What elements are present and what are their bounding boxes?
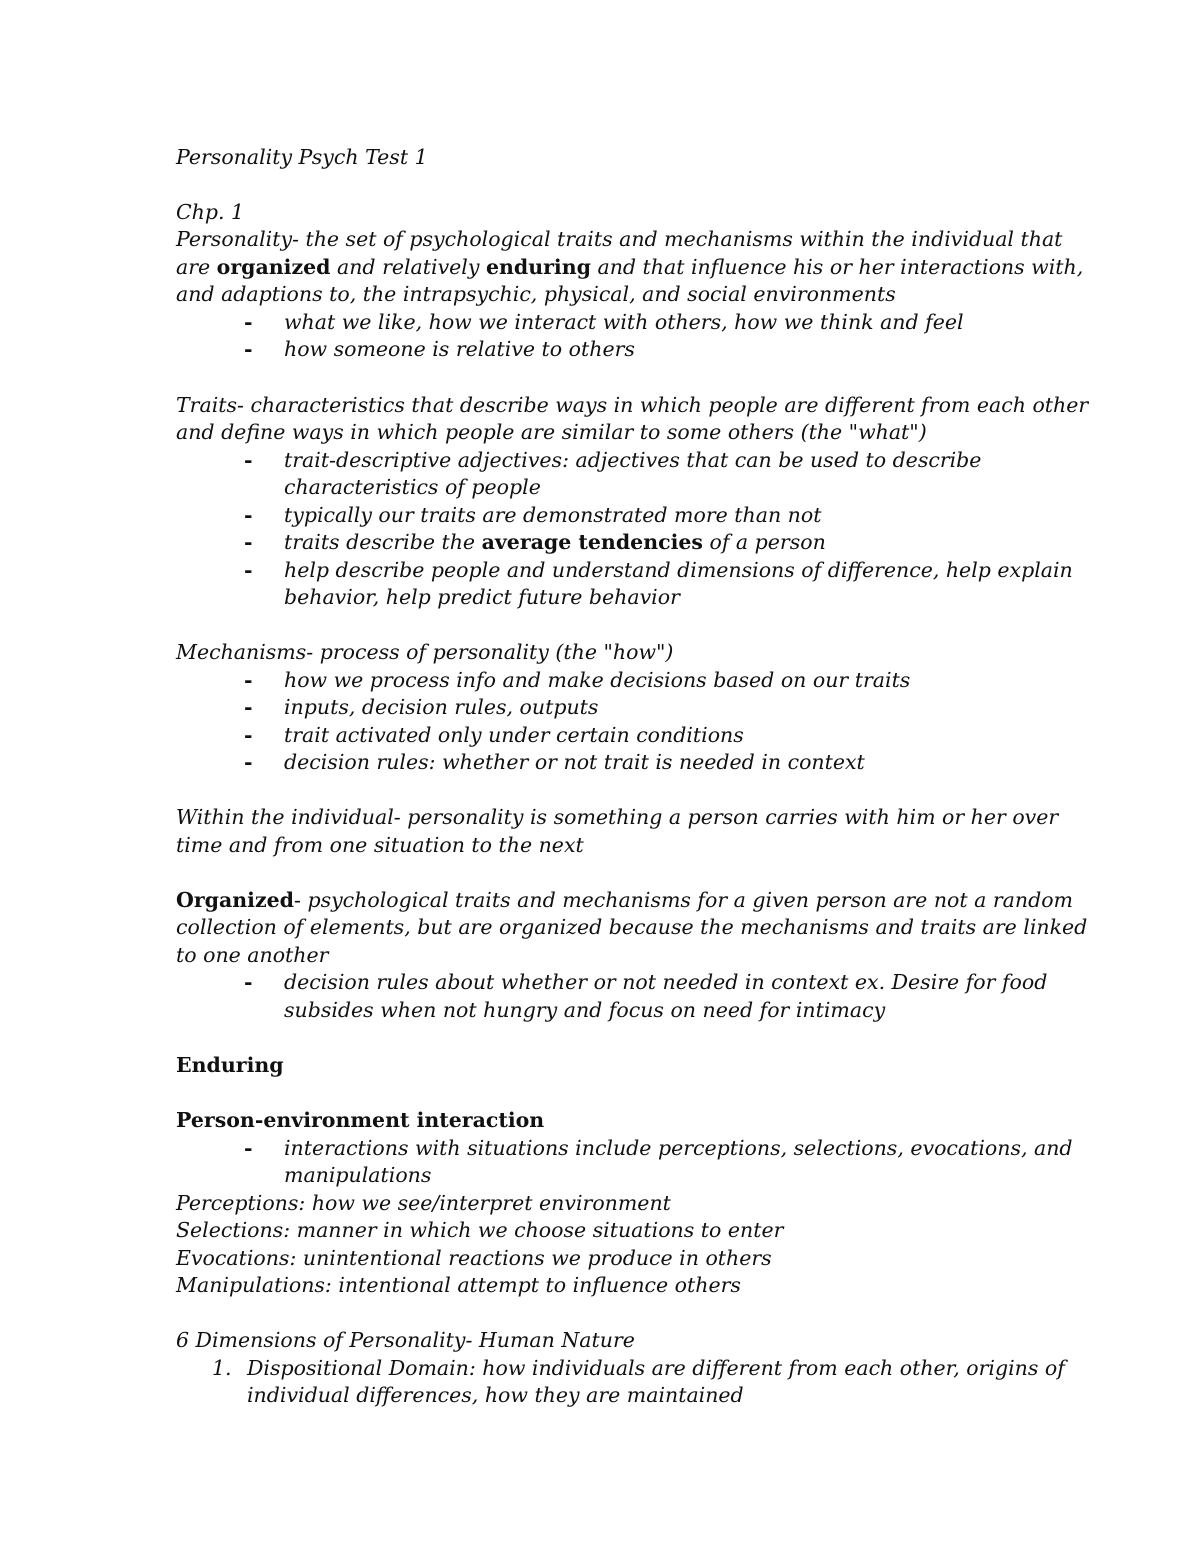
list-item-continuation: manipulations — [284, 1163, 432, 1187]
enduring-heading: Enduring — [176, 1053, 284, 1077]
list-item-continuation: subsides when not hungry and focus on need for intimacy — [284, 998, 886, 1022]
doc-title: Personality Psych Test 1 — [176, 145, 428, 169]
numbered-item-continuation: individual differences, how they are maintained — [247, 1383, 744, 1407]
list-item: what we like, how we interact with others, how we think and feel — [284, 310, 964, 334]
bullet-dash: - — [244, 503, 253, 527]
perceptions-line: Perceptions: how we see/interpret environment — [176, 1191, 671, 1215]
personality-def-line-3: and adaptions to, the intrapsychic, physical, and social environments — [176, 282, 896, 306]
pei-heading: Person-environment interaction — [176, 1108, 545, 1132]
list-item-continuation: behavior, help predict future behavior — [284, 585, 680, 609]
text-run: and relatively — [330, 255, 486, 279]
list-item — [284, 529, 826, 556]
text-run: traits describe the — [284, 530, 482, 554]
bullet-dash: - — [244, 970, 253, 994]
list-item: interactions with situations include perceptions, selections, evocations, and — [284, 1136, 1073, 1160]
list-item: help describe people and understand dimensions of difference, help explain — [284, 558, 1073, 582]
evocations-line: Evocations: unintentional reactions we produce in others — [176, 1246, 772, 1270]
term-enduring: enduring — [485, 255, 591, 279]
text-run: - psychological traits and mechanisms for a given person are not a random — [294, 888, 1073, 912]
text-run: are — [176, 255, 217, 279]
term-organized-heading: Organized — [176, 888, 294, 912]
bullet-dash: - — [244, 448, 253, 472]
list-item: trait activated only under certain conditions — [284, 723, 744, 747]
list-item: decision rules about whether or not needed in context ex. Desire for food — [284, 970, 1048, 994]
personality-def-line-1: Personality- the set of psychological traits and mechanisms within the individual that — [176, 227, 1063, 251]
traits-def-line-1: Traits- characteristics that describe ways in which people are different from each other — [176, 393, 1089, 417]
bullet-dash: - — [244, 530, 253, 554]
text-run: and that influence his or her interactions with, — [590, 255, 1084, 279]
list-item-continuation: characteristics of people — [284, 475, 541, 499]
within-line-1: Within the individual- personality is something a person carries with him or her over — [176, 805, 1059, 829]
bullet-dash: - — [244, 310, 253, 334]
bullet-dash: - — [244, 337, 253, 361]
term-average-tendencies: average tendencies — [481, 530, 703, 554]
bullet-dash: - — [244, 723, 253, 747]
organized-line-1 — [176, 887, 1073, 914]
list-item: trait-descriptive adjectives: adjectives that can be used to describe — [284, 448, 982, 472]
bullet-dash: - — [244, 558, 253, 582]
list-item: inputs, decision rules, outputs — [284, 695, 599, 719]
organized-line-3: to one another — [176, 943, 329, 967]
within-line-2: time and from one situation to the next — [176, 833, 584, 857]
bullet-dash: - — [244, 695, 253, 719]
text-run: of a person — [702, 530, 826, 554]
list-item: how we process info and make decisions based on our traits — [284, 668, 911, 692]
numbered-item: Dispositional Domain: how individuals are different from each other, origins of — [247, 1356, 1065, 1380]
bullet-dash: - — [244, 1136, 253, 1160]
list-number: 1. — [212, 1356, 232, 1380]
traits-def-line-2: and define ways in which people are similar to some others (the "what") — [176, 420, 927, 444]
manipulations-line: Manipulations: intentional attempt to influence others — [176, 1273, 741, 1297]
term-organized: organized — [216, 255, 331, 279]
bullet-dash: - — [244, 750, 253, 774]
list-item: decision rules: whether or not trait is needed in context — [284, 750, 865, 774]
bullet-dash: - — [244, 668, 253, 692]
personality-def-line-2 — [176, 254, 1083, 281]
mechanisms-def: Mechanisms- process of personality (the "how") — [176, 640, 674, 664]
list-item: how someone is relative to others — [284, 337, 635, 361]
dimensions-heading: 6 Dimensions of Personality- Human Nature — [176, 1328, 635, 1352]
organized-line-2: collection of elements, but are organized because the mechanisms and traits are linked — [176, 915, 1088, 939]
list-item: typically our traits are demonstrated more than not — [284, 503, 822, 527]
selections-line: Selections: manner in which we choose situations to enter — [176, 1218, 784, 1242]
chapter-label: Chp. 1 — [176, 200, 245, 224]
